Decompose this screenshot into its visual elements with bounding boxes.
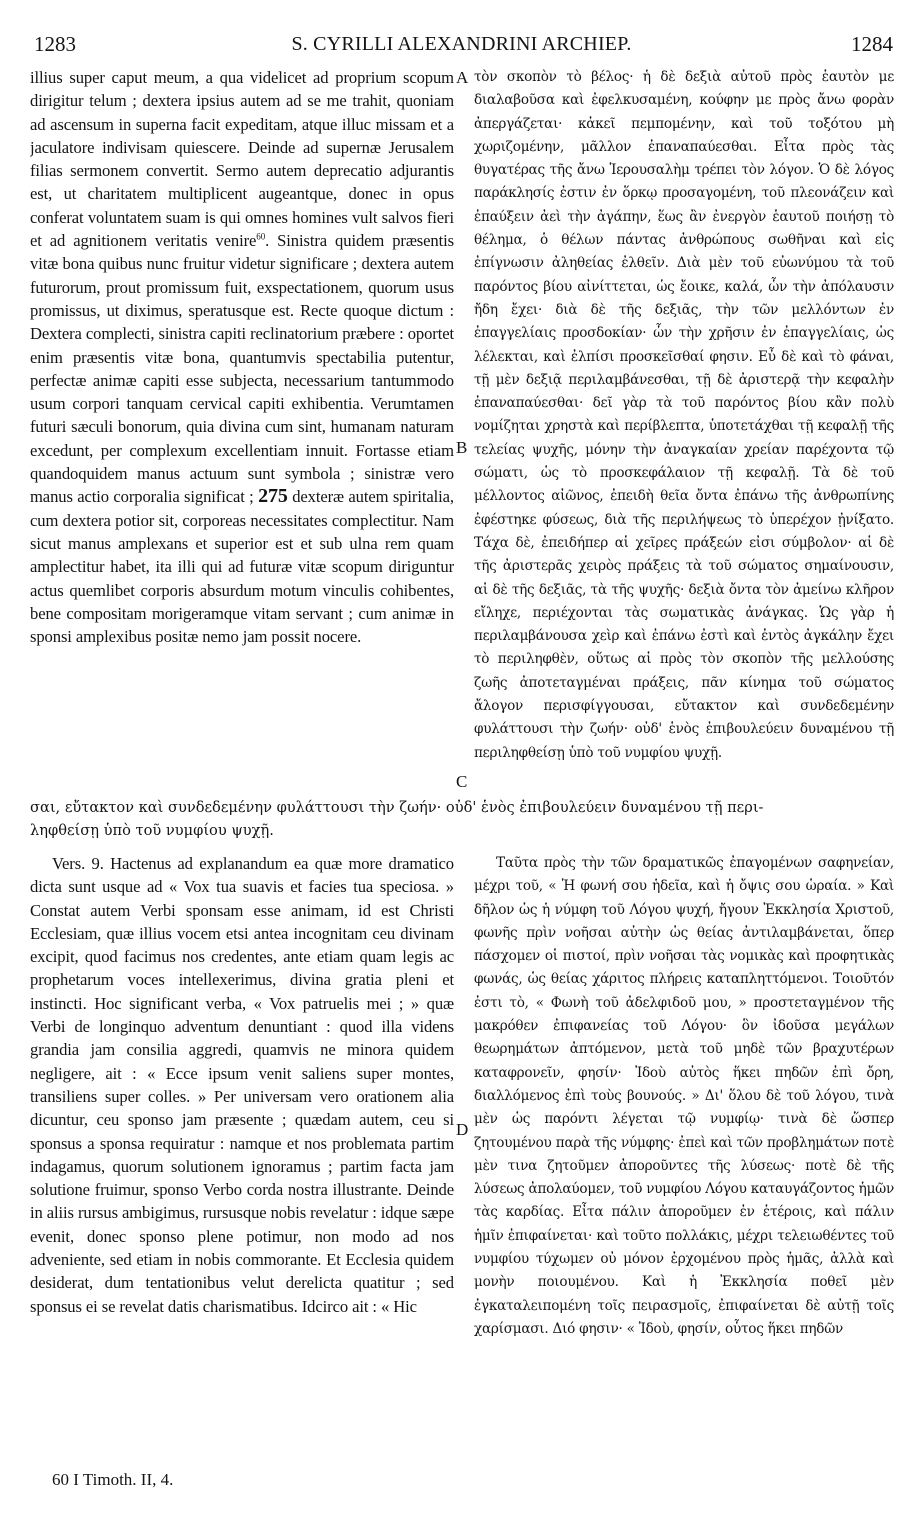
greek-column-lower: [474, 852, 894, 1442]
margin-letter-c: C: [456, 772, 468, 791]
running-header: [30, 32, 893, 64]
greek-span-line-1: σαι, εὔτακτον καὶ συνδεδεμένην φυλάττουσι τὴν ζωήν· οὐδ' ἑνὸς ἐπιβουλεύειν δυναμένου τῇ περι-: [30, 799, 764, 816]
latin-column-upper: [30, 66, 454, 791]
verse-label: Vers. 9.: [52, 854, 104, 873]
footnote: 60 I Timoth. II, 4.: [52, 1470, 174, 1489]
running-title: S. CYRILLI ALEXANDRINI ARCHIEP.: [291, 33, 632, 55]
footnote-ref: 60: [256, 231, 266, 242]
greek-column-upper: [474, 66, 894, 791]
margin-letter-b: B: [456, 438, 468, 457]
margin-letter-a: A: [456, 68, 469, 87]
page-number-right: 1284: [851, 32, 893, 56]
greek-spanning-lines: [30, 796, 894, 844]
latin-column-lower: [30, 852, 454, 1442]
greek-span-line-2: ληφθείσῃ ὑπὸ τοῦ νυμφίου ψυχῇ.: [30, 822, 274, 840]
page-number-left: 1283: [34, 32, 76, 56]
margin-letter-d: D: [456, 1120, 469, 1139]
latin-paragraph-upper: illius super caput meum, a qua videlicet ad proprium scopum dirigitur telum ; dextera ipsius autem ad se me trahit, quoniam ad ascensum in superna facit expeditam, atque illuc missam et a jaculatore indivisam quiescere. Deinde ad supernæ Jerusalem filias sermonem convertit. Sermo autem deprecatio adjurantis est, ut charitatem multiplicent augeantque, donec in opus conferat voluntatem suam is qui omnes homines vult salvos fieri et ad agnitionem veritatis venire$^{60}$. Sinistra quidem præsentis vitæ bona quibus nunc fruitur videtur significare ; dextera autem futurorum, prout promissum fuit, exspectationem, quorum usus promissus, ut diximus, speratusque est. Recte quoque dictum : Dextera complecti, sinistra capiti reclinatorium præbere : oportet enim præsentis vitæ bona, quantumvis spectabilia putentur, perfectæ animæ capiti esse subjecta, necessarium tantummodo usum corpori tanquam cervical capiti exhibentia. Verumtamen futuri sæculi bonorum, quia divina cum sint, humanam naturam excedunt, per complexum excellentiam innuit. Fortasse etiam quandoquidem manus actuum sunt symbola ; sinistræ vero manus actio corporalia significat ; 275 dexteræ autem spiritalia, cum dextera potior sit, corporeas necessitates complectitur. Nam sicut manus amplexans et superior est et sub ulna rem quam amplectitur habet, ita illi qui ad futuræ vitæ scopum diriguntur actus quemlibet corporis absurdum motum vinculis cohibentes, bene compositam morigeramque vitam servant ; cum animæ in sponsi amplexibus positæ nemo jam possit nocere.: [30, 68, 454, 647]
column-number: 275: [258, 485, 288, 508]
greek-paragraph-lower: Ταῦτα πρὸς τὴν τῶν δραματικῶς ἐπαγομένων σαφηνείαν, μέχρι τοῦ, « Ἡ φωνή σου ἡδεῖα, καὶ ἡ ὄψις σου ὡραία. » Καὶ δῆλον ὡς ἡ νύμφη τοῦ Λόγου ψυχή, ἤγουν Ἐκκλησία Χριστοῦ, φωνῆς πρὶν νοῆσαι αὐτὴν ὡς θείας ἀντιλαμβάνεται, ὅπερ πάσχομεν οἱ πιστοί, πρὶν νοῆσαι τὰς νομικὰς καὶ προφητικὰς φωνάς, ὡς θείας χάριτος πλήρεις καταπληττόμενοι. Τοιοῦτόν ἐστι τὸ, « Φωνὴ τοῦ ἀδελφιδοῦ μου, » προστεταγμένον τῆς μακρόθεν ἐπιφανείας τοῦ Λόγου· ὃν ἰδοῦσα μεγάλων θεωρημάτων ἀπτόμενον, μετὰ τοῦ μηδὲ τῶν βραχυτέρων καταφρονεῖν, φησίν· Ἰδοὺ αὐτὸς ἥκει πηδῶν ἐπὶ ὄρη, διαλλόμενος ἐπὶ τοὺς βουνούς. » Δι' ὅλου δὲ τοῦ λόγου, τινὰ μὲν ὡς παρόντι λέγεται τῷ νυμφίῳ· τινὰ δὲ ὥσπερ ζητουμένου παρὰ τῆς νύμφης· ἐπεὶ καὶ τῶν προβλημάτων ποτὲ μὲν τινα ζητοῦμεν ἀποροῦντες τῆς λύσεως· ποτὲ δὲ τῆς λύσεως ἀπολαύομεν, τοῦ νυμφίου Λόγου καταυγάζοντος ἡμῶν τὰς καρδίας. Εἶτα πάλιν ἀποροῦμεν ἐν ἑτέροις, καὶ πάλιν ἡμῖν ἐπιφαίνεται· καὶ τοῦτο πολλάκις, μέχρι τελειωθέντες τοῦ νυμφίου τύχωμεν οὐ μόνον ἐρχομένου πρὸς ἡμᾶς, ἀλλὰ καὶ μονὴν ποιουμένου. Καὶ ἡ Ἐκκλησία ποθεῖ μὲν ἐγκαταλειπομένη τοῖς πειρασμοῖς, ἐπιφαίνεται δὲ αὐτῇ τοῖς χαρίσμασι. Διό φησιν· « Ἰδοὺ, φησίν, οὗτος ἥκει πηδῶν: [474, 855, 894, 1337]
latin-paragraph-lower: Vers. 9. Hactenus ad explanandum ea quæ more dramatico dicta sunt usque ad « Vox tua suavis et facies tua speciosa. » Constat autem Verbi sponsam esse animam, id est Christi Ecclesiam, quæ illius vocem etsi antea incognitam ceu divinam excipit, quod facimus nos credentes, ante etiam quam legis ac prophetarum voces intellexerimus, divina gratia pleni et instincti. Hoc significant verba, « Vox patruelis mei ; » quæ Verbi de longinquo adventum denuntiant : quod illa videns grandia jam consilia aggredi, quamvis ne minora quidem negligere, ait : « Ecce ipsum venit saliens super montes, transiliens super colles. » Per universam vero orationem alia dicuntur, ceu sponso jam præsente ; quædam autem, ceu si sponsus a sponsa requiratur : namque et nos problemata partim indagamus, quorum solutionem ignoramus ; partim facta jam solutione fruimur, sponso Verbo corda nostra illustrante. Deinde in aliis rursus ambigimus, rursusque nobis revelatur : idque sæpe evenit, donec sponso plene potimur, non modo ad nos adveniente, sed etiam in nobis commorante. Et Ecclesia quidem desiderat, dum tentationibus velut derelicta quatitur ; sed sponsus ei se revelat datis charismatibus. Idcirco ait : « Hic: [30, 854, 454, 1316]
greek-paragraph-upper: τὸν σκοπὸν τὸ βέλος· ἡ δὲ δεξιὰ αὐτοῦ πρὸς ἑαυτὸν με διαλαβοῦσα καὶ ἐφελκυσαμένη, κούφην με πρὸς ἄνω φορὰν ἀπεργάζεται· κἀκεῖ πεμπομένην, καὶ τοῦ τοξότου μὴ χωριζομένην, μᾶλλον ἐπαναπαύεσθαι. Εἶτα πρὸς τὰς θυγατέρας τῆς ἄνω Ἱερουσαλὴμ τρέπει τὸν λόγον. Ὁ δὲ λόγος παράκλησίς ἐστιν ἐν ὅρκῳ προσαγομένη, τοῦ πλεονάζειν καὶ ἐπαύξειν ἀεὶ τὴν ἀγάπην, ἕως ἂν ἐνεργὸν ἑαυτοῦ ποιήσῃ τὸ θέλημα, ὁ θέλων πάντας ἀνθρώπους σωθῆναι καὶ εἰς ἐπίγνωσιν ἀληθείας ἐλθεῖν. Διὰ μὲν τοῦ εὐωνύμου τὰ τοῦ παρόντος βίου αἰνίττεται, ὡς ἔοικε, καλά, ὧν τὴν ἀπόλαυσιν ἤδη ἔχει· διὰ δὲ τῆς δεξιᾶς, τὴν τῶν μελλόντων ἐν ἐπαγγελίαις προσδοκίαν· ὧν τὴν χρῆσιν ἐν ἐπαγγελίαις, ὡς λέλεκται, καὶ ἐλπίσι προσκεῖσθαί φησιν. Εὖ δὲ καὶ τὸ φάναι, τῇ μὲν δεξιᾷ περιλαμβάνεσθαι, τῇ δὲ ἀριστερᾷ τὴν κεφαλὴν ἐπαναπαύεσθαι· δεῖ γὰρ τὰ τοῦ παρόντος βίου κἂν πολὺ νομίζηται χρηστὰ καὶ περίβλεπτα, ὑποτετάχθαι τῇ κεφαλῇ τῆς τελείας ψυχῆς, μόνην τὴν ἀναγκαίαν χρείαν παρέχοντα τῷ σώματι, ὡς τὸ προσκεφάλαιον τῇ κεφαλῇ. Τὰ δὲ τοῦ μέλλοντος αἰῶνος, ἐπειδὴ θεῖα ὄντα ἐπάνω τῆς ἀνθρωπίνης ἐφέστηκε φύσεως, διὰ τῆς περιλήψεως τὸ ὑπερέχον ᾐνίξατο. Τάχα δὲ, ἐπειδήπερ αἱ χεῖρες πράξεών εἰσι σύμβολον· αἱ δὲ τῆς ἀριστερᾶς χειρὸς πράξεις τὰ τοῦ σώματος σημαίνουσιν, αἱ δὲ τῆς δεξιᾶς, τὰ τῆς ψυχῆς· δεξιὰ ὄντα τὸν ἀμείνω κλῆρον εἴληχε, περιέχονται τὰς σωματικὰς ἀνάγκας. Ὡς γὰρ ἡ περιλαμβάνουσα χεὶρ καὶ ἐπάνω ἐστὶ καὶ ἐντὸς ἀγκάλην ἔχει τὸ περιληφθὲν, οὕτως αἱ πρὸς τὸν σκοπὸν τῆς μελλούσης ζωῆς ἀποτεταγμέναι πράξεις, πᾶν κίνημα τοῦ σώματος ἄλογον περισφίγγουσαι, εὔτακτον καὶ συνδεδεμένην φυλάττουσι τὴν ζωήν· οὐδ' ἑνὸς ἐπιβουλεύειν δυναμένου τῇ περιληφθείσῃ ὑπὸ τοῦ νυμφίου ψυχῇ.: [474, 69, 894, 761]
